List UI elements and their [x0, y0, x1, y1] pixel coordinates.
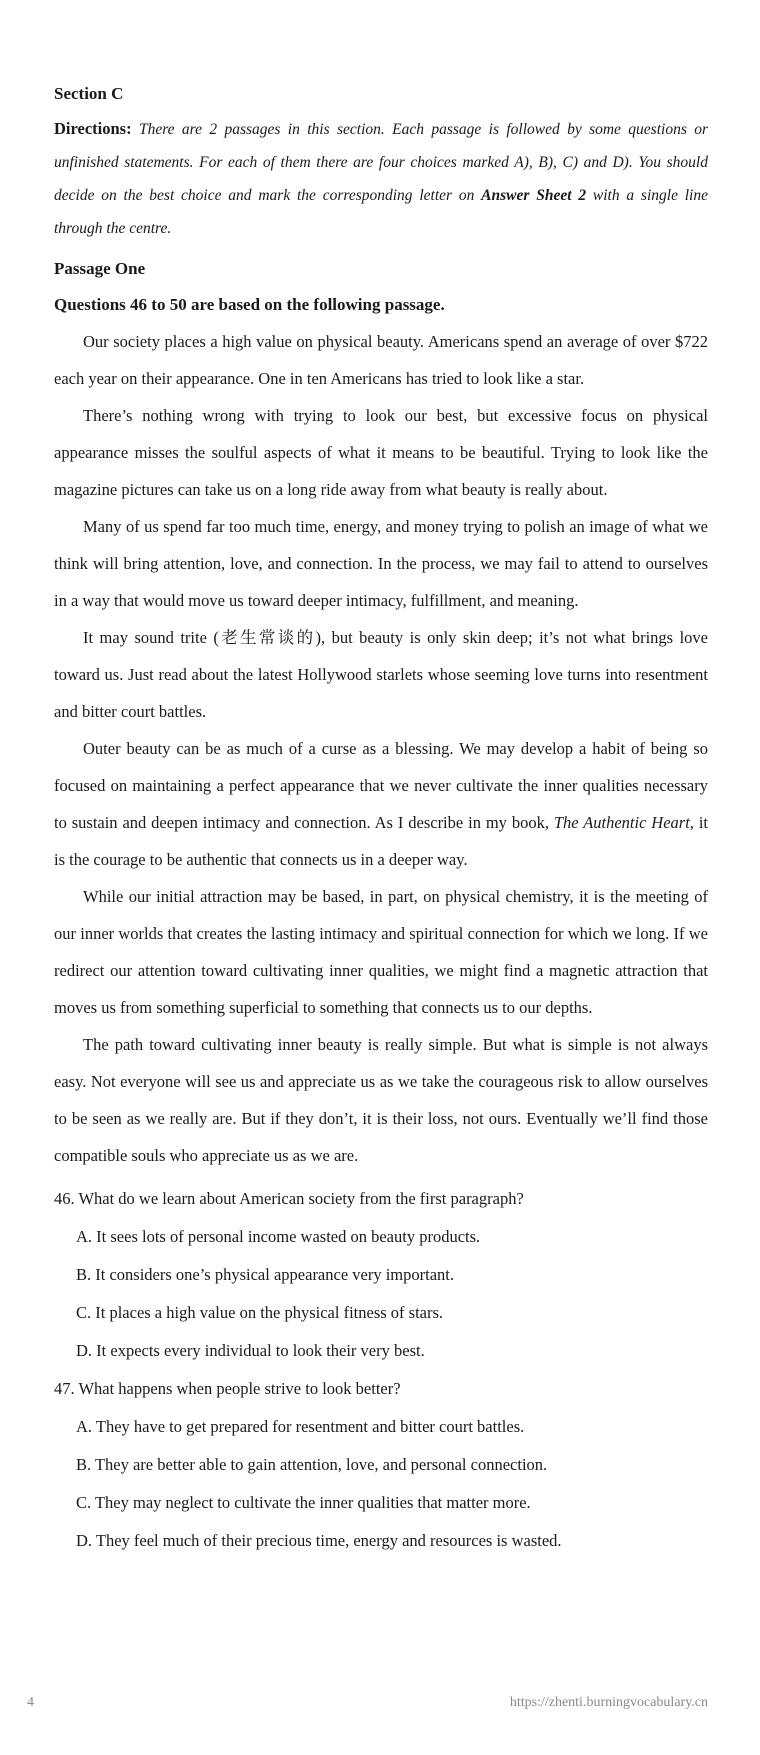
question-46-option-a: A. It sees lots of personal income wasted on beauty products. [76, 1227, 481, 1246]
passage-paragraph-3: Many of us spend far too much time, energy, and money trying to polish an image of what we think will bring attention, love, and connection. In the process, we may fail to attend to ourselves in a way that would move us toward deeper intimacy, fulfillment, and meaning. [54, 517, 708, 610]
passage-subtitle: Questions 46 to 50 are based on the following passage. [54, 295, 445, 314]
question-46-option-b: B. It considers one’s physical appearance very important. [76, 1265, 455, 1284]
passage-paragraph-5 [54, 730, 708, 878]
question-47-option-b: B. They are better able to gain attention, love, and personal connection. [76, 1455, 548, 1474]
question-46-stem: 46. What do we learn about American society from the first paragraph? [54, 1189, 524, 1208]
question-47-option-c: C. They may neglect to cultivate the inner qualities that matter more. [76, 1493, 531, 1512]
book-title: The Authentic Heart, [553, 813, 694, 832]
footer-url[interactable]: https://zhenti.burningvocabulary.cn [509, 1695, 708, 1710]
paragraph-5-text-after: it is the courage to be authentic that connects us in a deeper way. [54, 813, 708, 869]
page-number: 4 [27, 1695, 34, 1710]
question-47-stem: 47. What happens when people strive to look better? [54, 1379, 401, 1398]
passage-paragraph-4: It may sound trite (老生常谈的), but beauty is only skin deep; it’s not what brings love toward us. Just read about the latest Hollywood starlets whose seeming love turns into resentment and bitter court battles. [54, 628, 708, 721]
section-title: Section C [54, 84, 124, 103]
question-47-option-d: D. They feel much of their precious time, energy and resources is wasted. [76, 1531, 562, 1550]
paragraph-5-text-before: Outer beauty can be as much of a curse as a blessing. We may develop a habit of being so focused on maintaining a perfect appearance that we never cultivate the inner qualities necessary to sustain and deepen intimacy and connection. As I describe in my book, [54, 739, 708, 832]
passage-title: Passage One [54, 259, 146, 278]
directions-text-2: with a single line through the centre. [54, 187, 708, 237]
directions-text-1: There are 2 passages in this section. Each passage is followed by some questions or unfinished statements. For each of them there are four choices marked A), B), C) and D). You should decide on the best choice and mark the corresponding letter on [54, 121, 708, 204]
passage-paragraph-2: There’s nothing wrong with trying to look our best, but excessive focus on physical appearance misses the soulful aspects of what it means to be beautiful. Trying to look like the magazine pictures can take us on a long ride away from what beauty is really about. [54, 406, 708, 499]
passage-paragraph-6: While our initial attraction may be based, in part, on physical chemistry, it is the meeting of our inner worlds that creates the lasting intimacy and spiritual connection for which we long. If we redirect our attention toward cultivating inner qualities, we might find a magnetic attraction that moves us from something superficial to something that connects us to our depths. [54, 887, 708, 1017]
directions-label: Directions: [54, 119, 132, 138]
question-46-option-d: D. It expects every individual to look their very best. [76, 1341, 425, 1360]
directions [54, 112, 708, 245]
passage-paragraph-1: Our society places a high value on physical beauty. Americans spend an average of over $722 each year on their appearance. One in ten Americans has tried to look like a star. [54, 332, 708, 388]
question-47-option-a: A. They have to get prepared for resentment and bitter court battles. [76, 1417, 525, 1436]
page-content [54, 80, 708, 1560]
answer-sheet-ref: Answer Sheet 2 [481, 187, 587, 204]
passage-paragraph-7: The path toward cultivating inner beauty is really simple. But what is simple is not always easy. Not everyone will see us and appreciate us as we take the courageous risk to allow ourselves to be seen as we really are. But if they don’t, it is their loss, not ours. Eventually we’ll find those compatible souls who appreciate us as we are. [54, 1035, 708, 1165]
question-46-option-c: C. It places a high value on the physical fitness of stars. [76, 1303, 444, 1322]
